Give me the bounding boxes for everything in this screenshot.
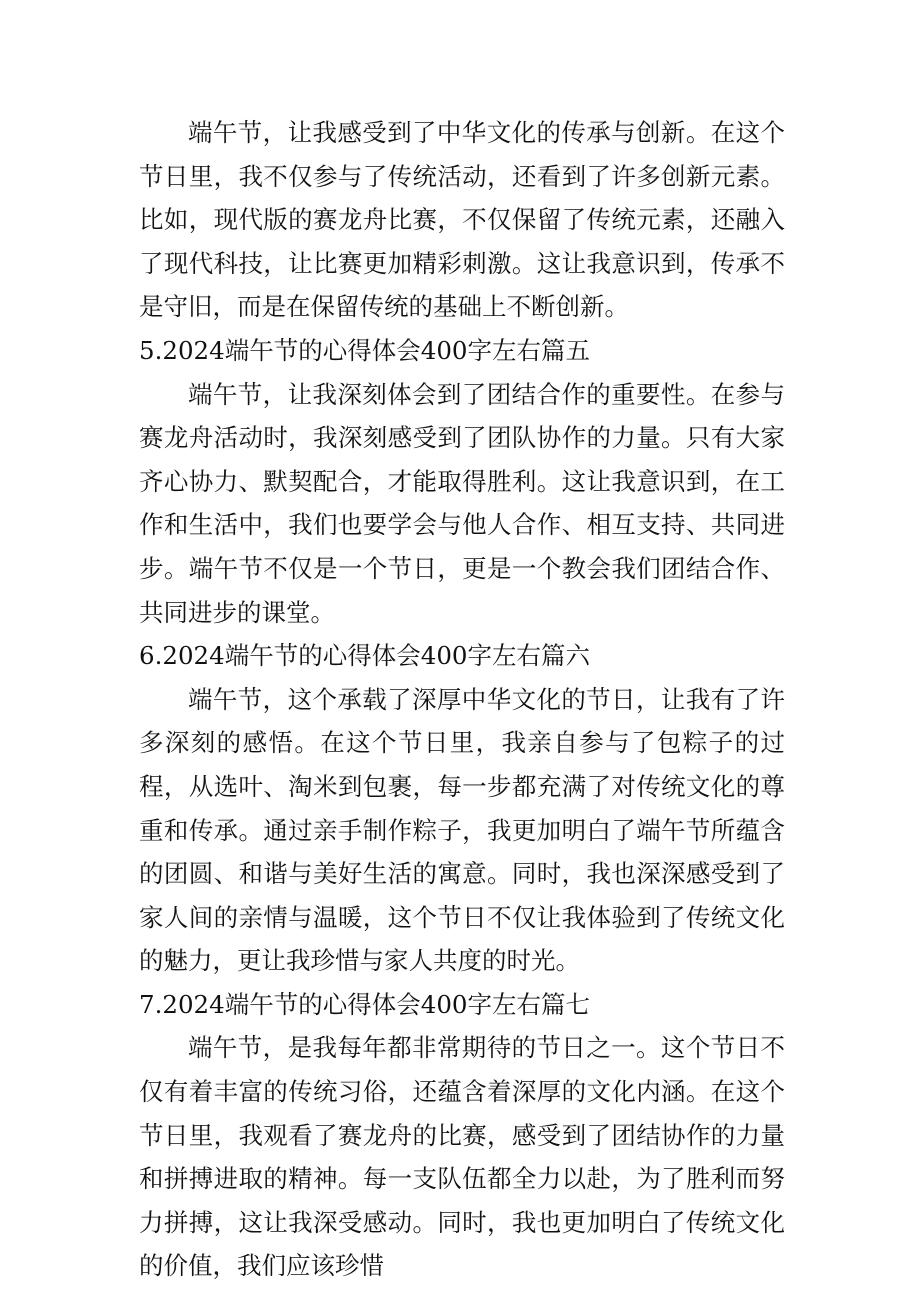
paragraph-making-zongzi: 端午节，这个承载了深厚中华文化的节日，让我有了许多深刻的感悟。在这个节日里，我亲自参与了包粽子的过程，从选叶、淘米到包裹，每一步都充满了对传统文化的尊重和传承。通过亲手制作粽子，我更加明白了端午节所蕴含的团圆、和谐与美好生活的寓意。同时，我也深深感受到了家人间的亲情与温暖，这个节日不仅让我体验到了传统文化的魅力，更让我珍惜与家人共度的时光。 [139,684,785,976]
section-heading-6: 6.2024端午节的心得体会400字左右篇六 [139,641,590,671]
paragraph-festival-innovation: 端午节，让我感受到了中华文化的传承与创新。在这个节日里，我不仅参与了传统活动，还看到了许多创新元素。比如，现代版的赛龙舟比赛，不仅保留了传统元素，还融入了现代科技，让比赛更加精彩刺激。这让我意识到，传承不是守旧，而是在保留传统的基础上不断创新。 [139,118,785,322]
section-heading-5: 5.2024端午节的心得体会400字左右篇五 [139,335,590,365]
section-heading-7: 7.2024端午节的心得体会400字左右篇七 [139,989,590,1019]
paragraph-teamwork: 端午节，让我深刻体会到了团结合作的重要性。在参与赛龙舟活动时，我深刻感受到了团队协作的力量。只有大家齐心协力、默契配合，才能取得胜利。这让我意识到，在工作和生活中，我们也要学会与他人合作、相互支持、共同进步。端午节不仅是一个节日，更是一个教会我们团结合作、共同进步的课堂。 [139,379,785,627]
paragraph-dragon-boat: 端午节，是我每年都非常期待的节日之一。这个节日不仅有着丰富的传统习俗，还蕴含着深厚的文化内涵。在这个节日里，我观看了赛龙舟的比赛，感受到了团结协作的力量和拼搏进取的精神。每一支队伍都全力以赴，为了胜利而努力拼搏，这让我深受感动。同时，我也更加明白了传统文化的价值，我们应该珍惜 [139,1033,785,1281]
document-body [139,111,785,1288]
